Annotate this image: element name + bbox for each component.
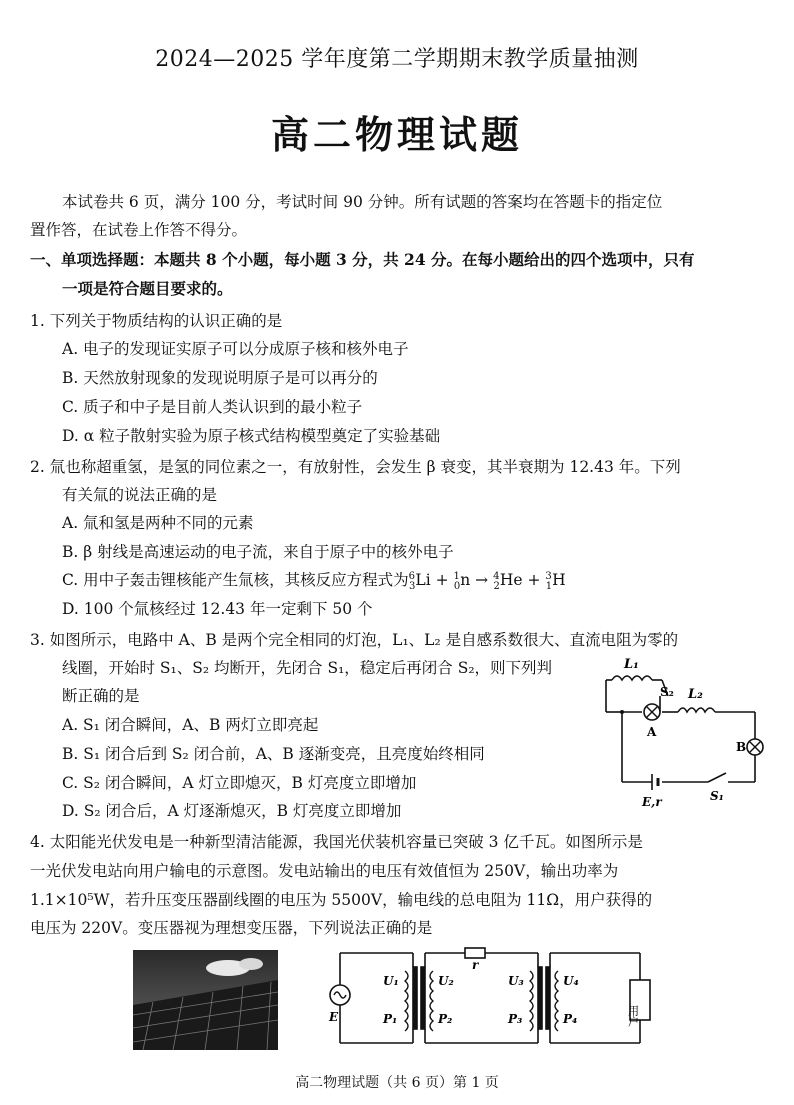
q4-line-1: 4. 太阳能光伏发电是一种新型清洁能源，我国光伏装机容量已突破 3 亿千瓦。如图所示是 — [30, 833, 643, 851]
q3-stem-3: 断正确的是 — [62, 687, 140, 705]
label-L2: L₂ — [688, 687, 703, 702]
q1-option-c: C. 质子和中子是目前人类认识到的最小粒子 — [62, 398, 363, 416]
label-U2: U₂ — [438, 974, 454, 988]
page-title: 高二物理试题 — [270, 112, 523, 157]
q2-stem-1: 2. 氚也称超重氢，是氢的同位素之一，有放射性，会发生 β 衰变，其半衰期为 12.43 年。下列 — [30, 458, 681, 476]
solar-panel-photo — [133, 950, 278, 1050]
q1-option-b: B. 天然放射现象的发现说明原子是可以再分的 — [62, 369, 378, 387]
q3-option-b: B. S₁ 闭合后到 S₂ 闭合前，A、B 逐渐变亮，且亮度始终相同 — [62, 745, 485, 763]
label-Er: E,r — [642, 795, 662, 809]
q1-stem: 1. 下列关于物质结构的认识正确的是 — [30, 312, 283, 330]
q2-option-b: B. β 射线是高速运动的电子流，来自于原子中的核外电子 — [62, 543, 454, 561]
q4-transmission-diagram — [325, 945, 670, 1055]
q3-circuit-diagram — [590, 650, 770, 810]
q3-stem-1: 3. 如图所示，电路中 A、B 是两个完全相同的灯泡，L₁、L₂ 是自感系数很大、直流电阻为零的 — [30, 631, 679, 649]
q2-option-c-text: C. 用中子轰击锂核能产生氚核，其核反应方程式为 — [62, 571, 409, 589]
label-U4: U₄ — [563, 974, 579, 988]
label-U1: U₁ — [383, 974, 399, 988]
label-P1: P₁ — [383, 1012, 398, 1026]
q2-option-d: D. 100 个氚核经过 12.43 年一定剩下 50 个 — [62, 600, 373, 618]
label-r: r — [472, 958, 479, 972]
q2-option-a: A. 氚和氢是两种不同的元素 — [62, 514, 254, 532]
q4-line-4: 电压为 220V。变压器视为理想变压器，下列说法正确的是 — [30, 919, 433, 937]
section-heading-1: 一、单项选择题：本题共 8 个小题，每小题 3 分，共 24 分。在每小题给出的四个选项中，只有 — [30, 250, 695, 269]
label-P2: P₂ — [438, 1012, 453, 1026]
intro-line-2: 置作答，在试卷上作答不得分。 — [30, 221, 248, 239]
q2-stem-2: 有关氚的说法正确的是 — [62, 486, 218, 504]
label-user: 用户 — [626, 1005, 640, 1027]
q2-option-c — [62, 568, 566, 592]
q3-option-c: C. S₂ 闭合瞬间，A 灯立即熄灭，B 灯亮度立即增加 — [62, 774, 417, 792]
label-S1: S₁ — [710, 789, 724, 803]
q3-stem-2: 线圈，开始时 S₁、S₂ 均断开，先闭合 S₁，稳定后再闭合 S₂，则下列判 — [62, 659, 553, 677]
label-B: B — [736, 740, 747, 754]
intro-line-1: 本试卷共 6 页，满分 100 分，考试时间 90 分钟。所有试题的答案均在答题卡的指定位 — [62, 193, 663, 211]
q1-option-a: A. 电子的发现证实原子可以分成原子核和核外电子 — [62, 340, 409, 358]
label-A: A — [647, 725, 657, 739]
nuclear-equation: $^6_3$Li + $^1_0$n → $^4_2$He + $^3_1$H — [408, 570, 566, 593]
exam-header: 2024—2025 学年度第二学期期末教学质量抽测 — [155, 47, 639, 72]
label-S2: S₂ — [660, 685, 674, 699]
q1-option-d: D. α 粒子散射实验为原子核式结构模型奠定了实验基础 — [62, 427, 441, 445]
label-E: E — [329, 1010, 339, 1024]
q3-option-a: A. S₁ 闭合瞬间，A、B 两灯立即亮起 — [62, 716, 319, 734]
label-P3: P₃ — [508, 1012, 523, 1026]
q3-option-d: D. S₂ 闭合后，A 灯逐渐熄灭，B 灯亮度立即增加 — [62, 802, 402, 820]
q4-line-3: 1.1×10⁵W，若升压变压器副线圈的电压为 5500V，输电线的总电阻为 11Ω，用户获得的 — [30, 891, 653, 909]
section-heading-2: 一项是符合题目要求的。 — [62, 279, 233, 298]
label-U3: U₃ — [508, 974, 524, 988]
q4-line-2: 一光伏发电站向用户输电的示意图。发电站输出的电压有效值恒为 250V，输出功率为 — [30, 862, 619, 880]
page-footer: 高二物理试题（共 6 页）第 1 页 — [295, 1075, 499, 1091]
label-P4: P₄ — [563, 1012, 578, 1026]
label-L1: L₁ — [624, 657, 639, 672]
